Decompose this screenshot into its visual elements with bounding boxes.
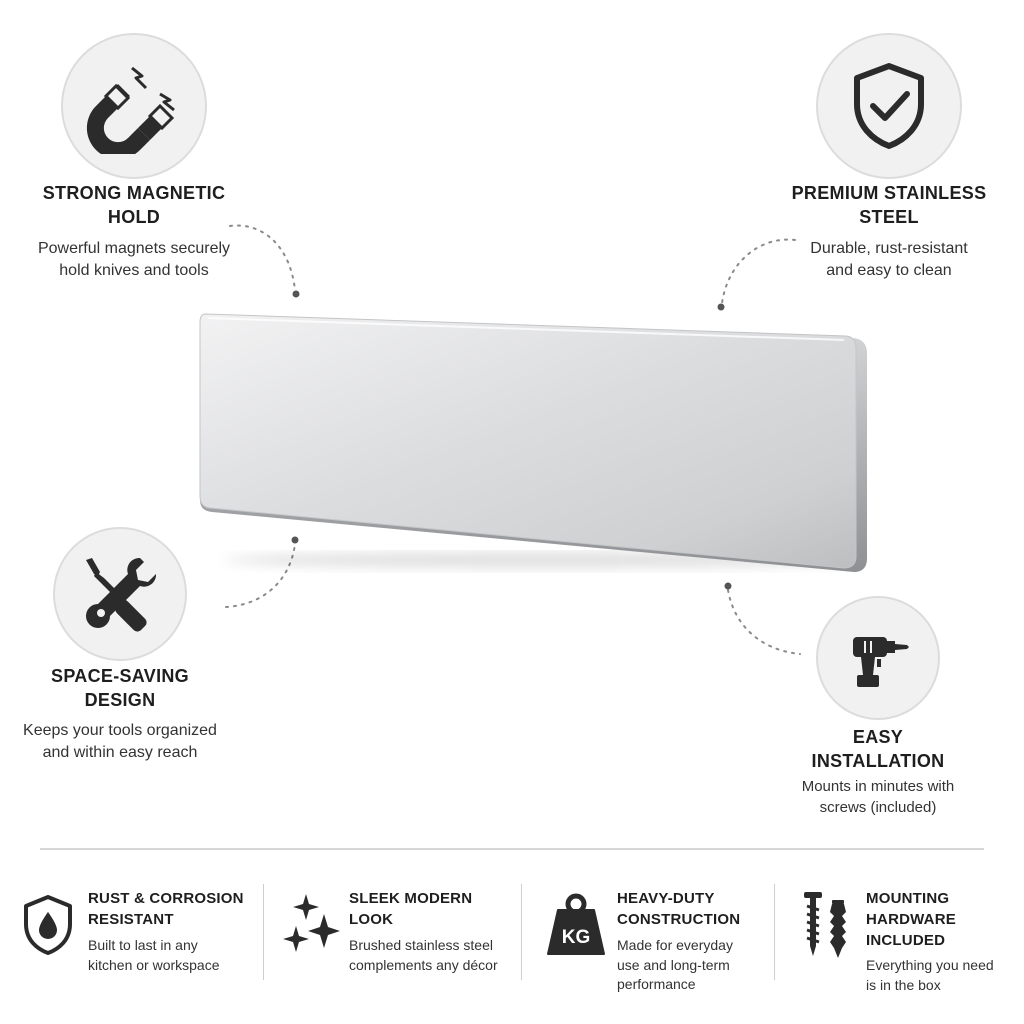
feature-title-steel: PREMIUM STAINLESS STEEL	[791, 183, 987, 227]
shield-icon-circle	[816, 33, 962, 179]
connector-dot	[718, 304, 725, 311]
drill-icon-circle	[816, 596, 940, 720]
feature-title-magnetic: STRONG MAGNETIC HOLD	[42, 183, 226, 227]
bottom-title-sleek: SLEEK MODERN LOOK	[349, 890, 473, 928]
bottom-title-rust: RUST & CORROSION RESISTANT	[88, 890, 244, 928]
bottom-title-heavy: HEAVY-DUTY CONSTRUCTION	[617, 890, 741, 928]
weight-kg-icon	[546, 892, 606, 958]
connector-dot	[293, 291, 300, 298]
shield-drop-icon	[22, 894, 74, 956]
drill-icon	[843, 623, 913, 693]
feature-desc-steel: Durable, rust-resistant and easy to clean	[810, 240, 968, 279]
connector-dot	[725, 583, 732, 590]
connector-install	[728, 590, 800, 654]
screw-anchor-icon	[800, 890, 852, 962]
bottom-separator	[774, 884, 775, 980]
feature-title-install: EASY INSTALLATION	[811, 727, 945, 771]
sparkle-icon	[282, 892, 342, 956]
bottom-desc-sleek: Brushed stainless steel complements any décor	[349, 937, 498, 973]
bottom-desc-heavy: Made for everyday use and long-term performance	[617, 937, 733, 992]
feature-desc-install: Mounts in minutes with screws (included)	[801, 778, 955, 816]
feature-desc-space: Keeps your tools organized and within easy reach	[23, 722, 217, 761]
bottom-title-hardware: MOUNTING HARDWARE INCLUDED	[866, 890, 956, 949]
magnetic-bar-image	[198, 312, 868, 574]
magnet-icon	[86, 58, 182, 154]
bottom-separator	[263, 884, 264, 980]
section-divider	[40, 848, 984, 850]
bottom-desc-hardware: Everything you need is in the box	[866, 957, 994, 993]
bottom-desc-rust: Built to last in any kitchen or workspace	[88, 937, 220, 973]
weight-kg-label: KG	[561, 927, 591, 948]
bottom-separator	[521, 884, 522, 980]
feature-title-space: SPACE-SAVING DESIGN	[51, 666, 189, 710]
feature-desc-magnetic: Powerful magnets securely hold knives and tools	[37, 240, 231, 279]
magnet-icon-circle	[61, 33, 207, 179]
shield-check-icon	[849, 62, 929, 150]
crossed-tools-icon	[78, 552, 162, 636]
crossed-tools-icon-circle	[53, 527, 187, 661]
